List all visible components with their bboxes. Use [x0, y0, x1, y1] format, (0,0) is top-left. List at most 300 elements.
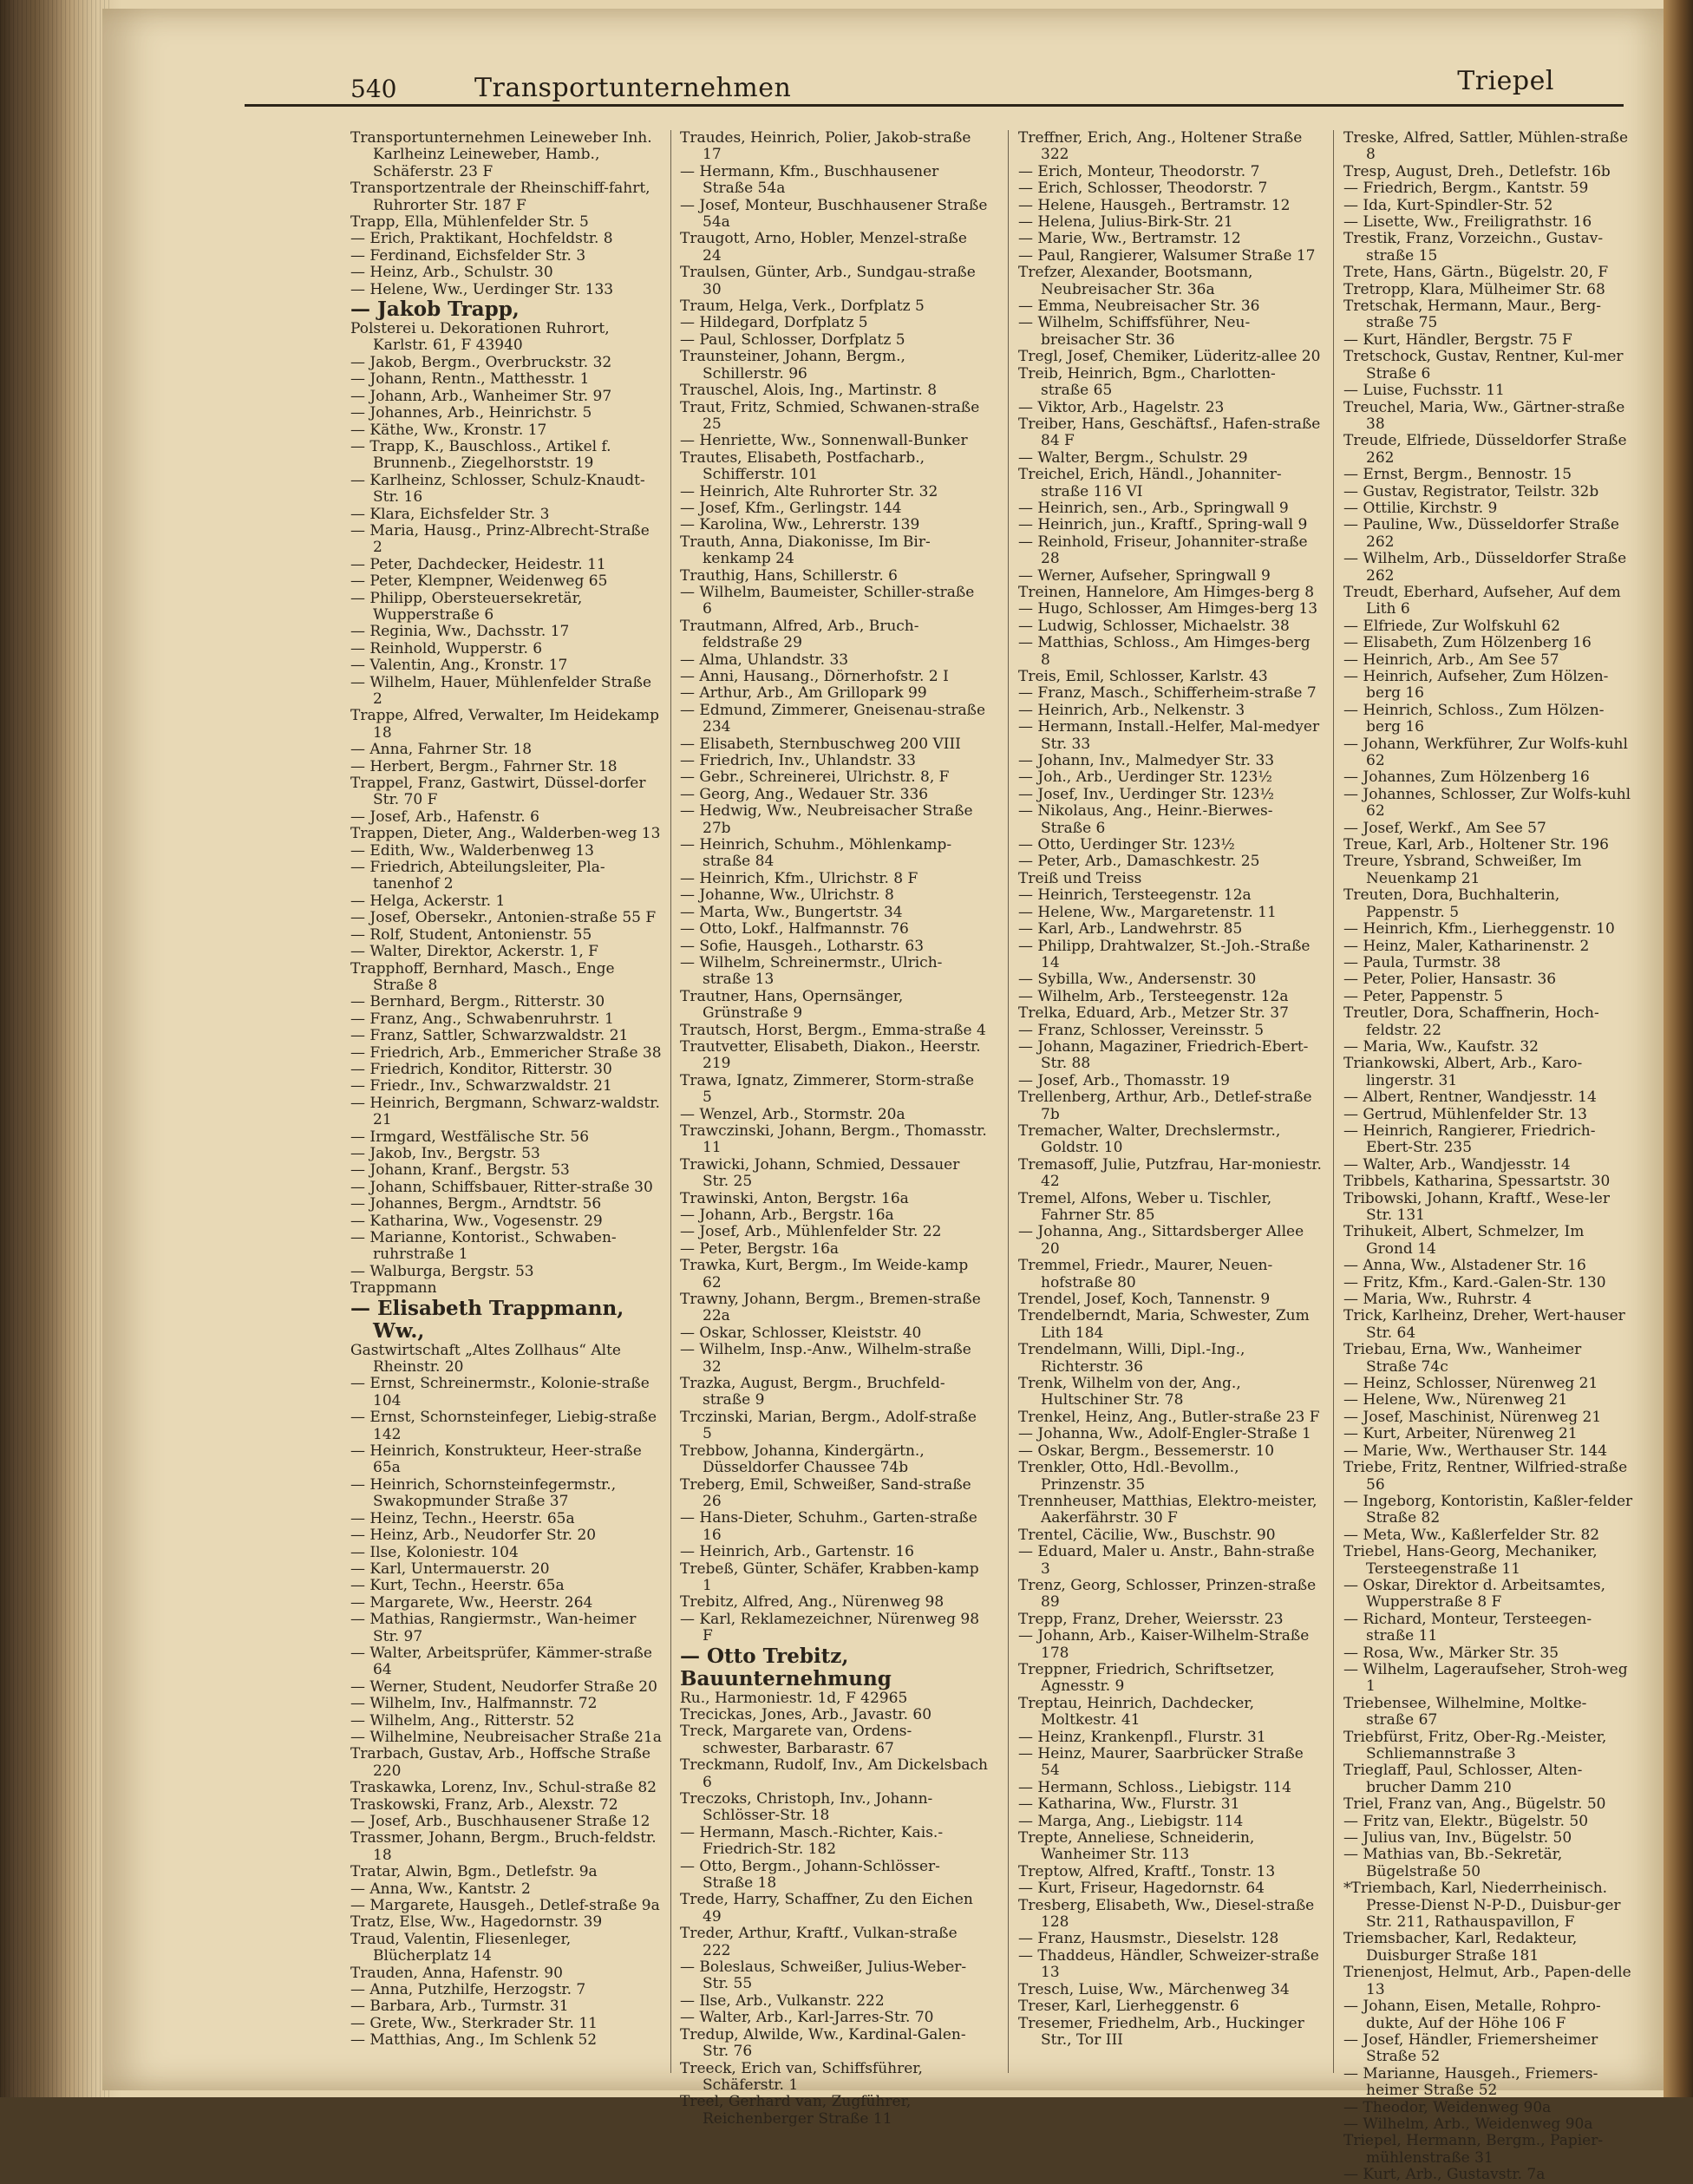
column-3 [1018, 130, 1322, 2073]
directory-entry: — Peter, Polier, Hansastr. 36 [1343, 971, 1557, 989]
directory-entry: — Franz, Ang., Schwabenruhrstr. 1 [350, 1010, 614, 1028]
directory-entry: — Walter, Arb., Wandjesstr. 14 [1343, 1155, 1571, 1174]
directory-entry: — Marta, Ww., Bungertstr. 34 [680, 903, 903, 921]
directory-entry: Triepel, Hermann, Bergm., Papier-mühlenstraße 31 [1343, 2132, 1604, 2167]
directory-entry: — Wilhelm, Baumeister, Schiller-straße 6 [680, 583, 975, 618]
directory-entry: — Reinhold, Friseur, Johanniter-straße 28 [1018, 533, 1308, 568]
directory-entry: — Josef, Arb., Thomasstr. 19 [1018, 1071, 1230, 1089]
directory-entry: — Josef, Monteur, Buschhausener Straße 54a [680, 196, 988, 232]
directory-entry: — Thaddeus, Händler, Schweizer-straße 13 [1018, 1946, 1319, 1982]
directory-entry: Trenkel, Heinz, Ang., Butler-straße 23 F [1018, 1408, 1320, 1426]
directory-entry: Treuchel, Maria, Ww., Gärtner-straße 38 [1343, 398, 1625, 433]
directory-entry: — Valentin, Ang., Kronstr. 17 [350, 657, 568, 675]
directory-entry: — Philipp, Drahtwalzer, St.-Joh.-Straße 14 [1018, 937, 1311, 971]
directory-entry: Treichel, Erich, Händl., Johanniter-straße 116 VI [1018, 466, 1282, 500]
directory-entry: — Erich, Monteur, Theodorstr. 7 [1018, 162, 1260, 180]
directory-entry: Triebensee, Wilhelmine, Moltke-straße 67 [1343, 1694, 1587, 1730]
directory-entry: — Lisette, Ww., Freiligrathstr. 16 [1343, 213, 1592, 232]
directory-entry: — Ilse, Koloniestr. 104 [350, 1543, 519, 1561]
directory-entry: — Josef, Werkf., Am See 57 [1343, 819, 1546, 837]
directory-entry: Trawinski, Anton, Bergstr. 16a [680, 1189, 909, 1207]
directory-entry: — Heinrich, sen., Arb., Springwall 9 [1018, 499, 1289, 517]
directory-entry: — Peter, Pappenstr. 5 [1343, 987, 1504, 1005]
directory-entry: — Rolf, Student, Antonienstr. 55 [350, 925, 592, 944]
directory-entry: Triebau, Erna, Ww., Wanheimer Straße 74c [1343, 1341, 1582, 1376]
directory-entry: — Arthur, Arb., Am Grillopark 99 [680, 684, 927, 703]
directory-entry: — Helena, Julius-Birk-Str. 21 [1018, 213, 1233, 232]
directory-entry: — Josef, Kfm., Gerlingstr. 144 [680, 499, 902, 517]
directory-entry: — Helga, Ackerstr. 1 [350, 892, 506, 910]
directory-entry: — Marianne, Kontorist., Schwaben-ruhrstraße 1 [350, 1229, 617, 1264]
directory-entry: — Heinrich, Schuhm., Möhlenkamp-straße 84 [680, 836, 952, 871]
directory-entry: — Anna, Fahrner Str. 18 [350, 741, 533, 759]
directory-entry: — Johann, Arb., Bergstr. 16a [680, 1206, 894, 1224]
directory-entry: Treberg, Emil, Schweißer, Sand-straße 26 [680, 1475, 971, 1510]
directory-entry: Treeck, Erich van, Schiffsführer, Schäferstr. 1 [680, 2059, 923, 2094]
directory-entry: Trapp, Ella, Mühlenfelder Str. 5 [350, 213, 589, 232]
directory-entry: — Eduard, Maler u. Anstr., Bahn-straße 3 [1018, 1543, 1315, 1578]
directory-entry: Tretschak, Hermann, Maur., Berg-straße 75 [1343, 298, 1602, 332]
directory-entry: — Rosa, Ww., Märker Str. 35 [1343, 1644, 1559, 1662]
directory-entry: Trepp, Franz, Dreher, Weiersstr. 23 [1018, 1610, 1284, 1628]
directory-entry: Triebe, Fritz, Rentner, Wilfried-straße 56 [1343, 1459, 1628, 1494]
directory-entry: — Anna, Ww., Kantstr. 2 [350, 1880, 531, 1898]
directory-entry: — Ernst, Schreinermstr., Kolonie-straße 104 [350, 1375, 650, 1409]
directory-entry: Treutler, Dora, Schaffnerin, Hoch-feldstr. 22 [1343, 1004, 1599, 1039]
directory-entry: — Heinrich, Schloss., Zum Hölzen-berg 16 [1343, 701, 1605, 736]
directory-entry: — Paul, Schlosser, Dorfplatz 5 [680, 330, 905, 349]
column-rule [670, 130, 671, 2073]
directory-entry: Trassmer, Johann, Bergm., Bruch-feldstr. 18 [350, 1829, 657, 1864]
directory-entry: Tresemer, Friedhelm, Arb., Huckinger Str., Tor III [1018, 2014, 1304, 2049]
directory-entry: Treptow, Alfred, Kraftf., Tonstr. 13 [1018, 1862, 1276, 1880]
directory-entry: — Fritz van, Elektr., Bügelstr. 50 [1343, 1812, 1589, 1830]
directory-entry: — Boleslaus, Schweißer, Julius-Weber-Str. 55 [680, 1958, 967, 1993]
directory-entry: Trauden, Anna, Hafenstr. 90 [350, 1964, 563, 1982]
directory-entry: Trappmann [350, 1279, 437, 1298]
directory-entry: — Gebr., Schreinerei, Ulrichstr. 8, F [680, 768, 950, 787]
directory-entry: Tribbels, Katharina, Spessartstr. 30 [1343, 1173, 1611, 1191]
directory-entry: — Barbara, Arb., Turmstr. 31 [350, 1998, 569, 2016]
directory-entry: Traugott, Arno, Hobler, Menzel-straße 24 [680, 230, 967, 265]
directory-entry: — Walburga, Bergstr. 53 [350, 1262, 534, 1280]
directory-entry: Trappen, Dieter, Ang., Walderben-weg 13 [350, 825, 661, 843]
directory-entry: Traunsteiner, Johann, Bergm., Schillerstr. 96 [680, 348, 905, 383]
directory-entry: — Viktor, Arb., Hagelstr. 23 [1018, 398, 1225, 416]
directory-entry: — Katharina, Ww., Vogesenstr. 29 [350, 1212, 603, 1230]
directory-entry: Trellenberg, Arthur, Arb., Detlef-straße 7b [1018, 1089, 1312, 1123]
directory-entry: Trenk, Wilhelm von der, Ang., Hultschiner Str. 78 [1018, 1375, 1241, 1409]
directory-entry: — Mathias, Rangiermstr., Wan-heimer Str. 97 [350, 1611, 637, 1645]
directory-entry: — Emma, Neubreisacher Str. 36 [1018, 298, 1260, 316]
directory-entry: Treudt, Eberhard, Aufseher, Auf dem Lith 6 [1343, 583, 1621, 618]
directory-entry: Traskawka, Lorenz, Inv., Schul-straße 82 [350, 1779, 657, 1797]
directory-entry: — Walter, Direktor, Ackerstr. 1, F [350, 943, 598, 961]
directory-entry: Treser, Karl, Lierheggenstr. 6 [1018, 1998, 1239, 2016]
directory-entry: — Heinrich, Konstrukteur, Heer-straße 65a [350, 1442, 642, 1477]
directory-entry: — Reinhold, Wupperstr. 6 [350, 639, 543, 657]
directory-entry: Treptau, Heinrich, Dachdecker, Moltkestr. 41 [1018, 1694, 1254, 1730]
directory-entry: — Friedrich, Bergm., Kantstr. 59 [1343, 180, 1589, 198]
directory-entry: Treder, Arthur, Kraftf., Vulkan-straße 222 [680, 1925, 958, 1959]
directory-entry: Trienenjost, Helmut, Arb., Papen-delle 13 [1343, 1964, 1631, 1998]
directory-entry: — Irmgard, Westfälische Str. 56 [350, 1128, 590, 1146]
directory-entry: Traud, Valentin, Fliesenleger, Blücherplatz 14 [350, 1930, 572, 1965]
directory-entry: — Josef, Händler, Friemersheimer Straße 52 [1343, 2030, 1598, 2066]
directory-entry: — Karl, Reklamezeichner, Nürenweg 98 F [680, 1610, 980, 1645]
directory-entry: — Wilhelm, Schreinermstr., Ulrich-straße 13 [680, 953, 943, 989]
directory-entry: — Nikolaus, Ang., Heinr.-Bierwes-Straße 6 [1018, 802, 1273, 837]
directory-entry: Treppner, Friedrich, Schriftsetzer, Agnesstr. 9 [1018, 1660, 1275, 1696]
directory-entry: — Kurt, Arb., Gustavstr. 7a [1343, 2166, 1546, 2184]
directory-entry: — Karl, Arb., Landwehrstr. 85 [1018, 920, 1243, 938]
directory-entry: Treel, Gerhard van, Zugführer, Reichenberger Straße 11 [680, 2093, 912, 2128]
directory-entry: — Otto, Uerdinger Str. 123½ [1018, 836, 1235, 854]
directory-entry: — Käthe, Ww., Kronstr. 17 [350, 421, 547, 439]
directory-entry: — Maria, Ww., Ruhrstr. 4 [1343, 1291, 1532, 1309]
directory-entry: — Ernst, Bergm., Bennostr. 15 [1343, 466, 1572, 484]
directory-entry: — Paul, Rangierer, Walsumer Straße 17 [1018, 246, 1316, 265]
directory-entry: — Gertrud, Mühlenfelder Str. 13 [1343, 1105, 1587, 1123]
directory-entry: Trawny, Johann, Bergm., Bremen-straße 22a [680, 1291, 981, 1325]
directory-entry: Traskowski, Franz, Arb., Alexstr. 72 [350, 1795, 618, 1814]
directory-entry: — Franz, Masch., Schifferheim-straße 7 [1018, 684, 1317, 703]
page-number: 540 [350, 75, 397, 103]
directory-entry: Traudes, Heinrich, Polier, Jakob-straße 17 [680, 129, 971, 164]
directory-entry: — Heinrich, Arb., Am See 57 [1343, 651, 1559, 669]
column-rule [1333, 130, 1334, 2073]
directory-entry: Tremmel, Friedr., Maurer, Neuen-hofstraße 80 [1018, 1257, 1273, 1291]
directory-entry: — Hermann, Schloss., Liebigstr. 114 [1018, 1778, 1291, 1796]
directory-entry: Traulsen, Günter, Arb., Sundgau-straße 30 [680, 264, 976, 298]
directory-entry: Trautner, Hans, Opernsänger, Grünstraße 9 [680, 987, 904, 1023]
directory-entry: — Richard, Monteur, Tersteegen-straße 11 [1343, 1610, 1592, 1645]
directory-entry: — Heinrich, Schornsteinfegermstr., Swakopmunder Straße 37 [350, 1475, 617, 1511]
directory-entry: — Karolina, Ww., Lehrerstr. 139 [680, 516, 920, 534]
directory-entry: — Helene, Ww., Uerdinger Str. 133 [350, 280, 614, 298]
directory-entry: — Trapp, K., Bauschloss., Artikel f. Brunnenb., Ziegelhorststr. 19 [350, 437, 611, 473]
directory-entry: — Otto Trebitz, [680, 1644, 849, 1668]
directory-entry: — Philipp, Obersteuersekretär, Wupperstraße 6 [350, 589, 583, 624]
directory-entry: Ru., Harmoniestr. 1d, F 42965 [680, 1689, 908, 1707]
directory-entry: — Maria, Ww., Kaufstr. 32 [1343, 1037, 1539, 1056]
directory-entry: — Mathias van, Bb.-Sekretär, Bügelstraße 50 [1343, 1846, 1563, 1880]
directory-entry: — Johann, Arb., Wanheimer Str. 97 [350, 387, 612, 405]
directory-entry: — Heinrich, Alte Ruhrorter Str. 32 [680, 482, 938, 500]
directory-entry: — Wilhelm, Insp.-Anw., Wilhelm-straße 32 [680, 1341, 971, 1376]
directory-entry: — Friedrich, Abteilungsleiter, Pla-tanenhof 2 [350, 859, 605, 893]
directory-entry: — Wilhelm, Ang., Ritterstr. 52 [350, 1711, 575, 1730]
directory-entry: — Wilhelm, Schiffsführer, Neu-breisacher Str. 36 [1018, 314, 1251, 349]
column-4 [1343, 129, 1634, 2184]
directory-entry: — Anni, Hausang., Dörnerhofstr. 2 I [680, 668, 949, 685]
directory-entry: — Margarete, Ww., Heerstr. 264 [350, 1593, 593, 1612]
directory-entry: Tretschock, Gustav, Rentner, Kul-mer Straße 6 [1343, 348, 1624, 383]
directory-entry: — Bernhard, Bergm., Ritterstr. 30 [350, 993, 605, 1011]
page-stack-edge [0, 0, 113, 2097]
directory-entry: — Wilhelm, Hauer, Mühlenfelder Straße 2 [350, 673, 652, 708]
directory-entry: Triemsbacher, Karl, Redakteur, Duisburger Straße 181 [1343, 1930, 1578, 1965]
directory-entry: — Karlheinz, Schlosser, Schulz-Knaudt-Str. 16 [350, 471, 645, 507]
directory-entry: — Peter, Bergstr. 16a [680, 1239, 840, 1258]
directory-entry: Tratz, Else, Ww., Hagedornstr. 39 [350, 1913, 603, 1932]
directory-entry: — Josef, Inv., Uerdinger Str. 123½ [1018, 785, 1274, 803]
directory-entry: — Kurt, Händler, Bergstr. 75 F [1343, 330, 1572, 349]
column-2 [680, 129, 988, 2128]
directory-entry: — Heinrich, Bergmann, Schwarz-waldstr. 21 [350, 1094, 660, 1129]
directory-entry: — Johann, Magaziner, Friedrich-Ebert-Str. 88 [1018, 1037, 1309, 1073]
running-title: Transportunternehmen [474, 73, 792, 103]
directory-entry: — Friedrich, Arb., Emmericher Straße 38 [350, 1043, 662, 1062]
directory-entry: — Ilse, Arb., Vulkanstr. 222 [680, 1991, 885, 2010]
directory-entry: Trepte, Anneliese, Schneiderin, Wanheimer Str. 113 [1018, 1829, 1255, 1864]
directory-entry: — Friedrich, Inv., Uhlandstr. 33 [680, 752, 916, 770]
directory-entry: Trappe, Alfred, Verwalter, Im Heidekamp 18 [350, 707, 660, 742]
directory-entry: — Johann, Kranf., Bergstr. 53 [350, 1161, 570, 1180]
directory-entry: Triebel, Hans-Georg, Mechaniker, Tersteegenstraße 11 [1343, 1543, 1598, 1578]
directory-entry: — Oskar, Direktor d. Arbeitsamtes, Wupperstraße 8 F [1343, 1576, 1606, 1612]
directory-entry: — Johannes, Zum Hölzenberg 16 [1343, 768, 1590, 787]
directory-entry: — Herbert, Bergm., Fahrner Str. 18 [350, 757, 618, 775]
directory-entry: — Josef, Arb., Hafenstr. 6 [350, 808, 539, 826]
directory-entry: Traum, Helga, Verk., Dorfplatz 5 [680, 298, 925, 316]
directory-entry: Trauthig, Hans, Schillerstr. 6 [680, 566, 898, 585]
directory-entry: — Ludwig, Schlosser, Michaelstr. 38 [1018, 617, 1290, 635]
directory-entry: — Friedr., Inv., Schwarzwaldstr. 21 [350, 1077, 612, 1095]
directory-entry: — Heinz, Krankenpfl., Flurstr. 31 [1018, 1728, 1266, 1746]
directory-entry: — Johann, Rentn., Matthesstr. 1 [350, 370, 590, 389]
directory-entry: — Jakob, Inv., Bergstr. 53 [350, 1144, 540, 1162]
directory-entry: — Heinrich, Aufseher, Zum Hölzen-berg 16 [1343, 668, 1609, 703]
directory-entry: Treck, Margarete van, Ordens-schwester, Barbarastr. 67 [680, 1723, 912, 1757]
directory-entry: — Matthias, Schloss., Am Himges-berg 8 [1018, 634, 1311, 669]
directory-entry: Treiß und Treiss [1018, 869, 1142, 887]
directory-entry: — Ida, Kurt-Spindler-Str. 52 [1343, 196, 1553, 214]
directory-entry: Trautsch, Horst, Bergm., Emma-straße 4 [680, 1021, 986, 1039]
directory-entry: Trennheuser, Matthias, Elektro-meister, Aakerfährstr. 30 F [1018, 1492, 1317, 1527]
directory-entry: — Marie, Ww., Werthauser Str. 144 [1343, 1442, 1608, 1460]
directory-entry: Trenz, Georg, Schlosser, Prinzen-straße 89 [1018, 1576, 1317, 1612]
directory-entry: Trestik, Franz, Vorzeichn., Gustav-straße 15 [1343, 230, 1604, 265]
directory-entry: — Johanna, Ang., Sittardsberger Allee 20 [1018, 1223, 1304, 1258]
directory-entry: — Ernst, Schornsteinfeger, Liebig-straße 142 [350, 1409, 657, 1443]
directory-entry: Trentel, Cäcilie, Ww., Buschstr. 90 [1018, 1526, 1276, 1544]
directory-entry: Trebitz, Alfred, Ang., Nürenweg 98 [680, 1593, 945, 1612]
directory-entry: Bauunternehmung [680, 1666, 892, 1690]
directory-entry: Tregl, Josef, Chemiker, Lüderitz-allee 20 [1018, 348, 1321, 366]
directory-entry: — Jakob Trapp, [350, 298, 520, 322]
directory-entry: — Helene, Ww., Nürenweg 21 [1343, 1391, 1568, 1409]
directory-entry: — Jakob, Bergm., Overbruckstr. 32 [350, 353, 612, 371]
directory-entry: Triebfürst, Fritz, Ober-Rg.-Meister, Schliemannstraße 3 [1343, 1728, 1607, 1762]
directory-entry: Trawa, Ignatz, Zimmerer, Storm-straße 5 [680, 1071, 975, 1107]
directory-entry: Trappel, Franz, Gastwirt, Düssel-dorfer Str. 70 F [350, 775, 646, 809]
directory-entry: — Johann, Arb., Kaiser-Wilhelm-Straße 178 [1018, 1627, 1310, 1662]
directory-entry: — Johann, Schiffsbauer, Ritter-straße 30 [350, 1178, 653, 1196]
directory-entry: — Hermann, Masch.-Richter, Kais.-Friedrich-Str. 182 [680, 1823, 944, 1859]
directory-entry: Trarbach, Gustav, Arb., Hoffsche Straße 220 [350, 1745, 651, 1780]
directory-entry: — Hugo, Schlosser, Am Himges-berg 13 [1018, 600, 1318, 618]
directory-entry: Treib, Heinrich, Bgm., Charlotten-straße 65 [1018, 364, 1276, 400]
directory-entry: — Matthias, Ang., Im Schlenk 52 [350, 2031, 598, 2050]
directory-entry: — Gustav, Registrator, Teilstr. 32b [1343, 482, 1599, 500]
directory-entry: — Heinz, Schlosser, Nürenweg 21 [1343, 1375, 1598, 1393]
directory-entry: — Wilhelm, Arb., Düsseldorfer Straße 262 [1343, 550, 1627, 585]
directory-entry: — Julius van, Inv., Bügelstr. 50 [1343, 1829, 1572, 1847]
directory-entry: — Friedrich, Konditor, Ritterstr. 30 [350, 1060, 612, 1078]
directory-entry: — Elisabeth, Sternbuschweg 200 VIII [680, 735, 961, 753]
directory-entry: — Marga, Ang., Liebigstr. 114 [1018, 1812, 1244, 1830]
directory-entry: Trazka, August, Bergm., Bruchfeld-straße 9 [680, 1375, 945, 1409]
directory-entry: Triel, Franz van, Ang., Bügelstr. 50 [1343, 1795, 1606, 1814]
directory-entry: — Josef, Obersekr., Antonien-straße 55 F [350, 909, 657, 927]
directory-entry: Treue, Karl, Arb., Holtener Str. 196 [1343, 836, 1609, 854]
directory-entry: — Maria, Hausg., Prinz-Albrecht-Straße 2 [350, 521, 650, 557]
directory-entry: — Josef, Maschinist, Nürenweg 21 [1343, 1408, 1602, 1426]
directory-entry: Gastwirtschaft „Altes Zollhaus“ Alte Rheinstr. 20 [350, 1341, 621, 1376]
directory-entry: Trick, Karlheinz, Dreher, Wert-hauser Str. 64 [1343, 1307, 1625, 1342]
directory-entry: — Helene, Hausgeh., Bertramstr. 12 [1018, 196, 1291, 214]
book-right-edge [1664, 0, 1693, 2097]
directory-entry: — Wilhelmine, Neubreisacher Straße 21a [350, 1728, 662, 1746]
directory-entry: — Wilhelm, Lageraufseher, Stroh-weg 1 [1343, 1660, 1628, 1696]
directory-entry: Tredup, Alwilde, Ww., Kardinal-Galen-Str. 76 [680, 2025, 966, 2061]
directory-entry: — Johannes, Bergm., Arndtstr. 56 [350, 1195, 602, 1213]
column-rule [1008, 130, 1009, 2073]
directory-entry: Trendelmann, Willi, Dipl.-Ing., Richterstr. 36 [1018, 1341, 1245, 1376]
directory-entry: — Albert, Rentner, Wandjesstr. 14 [1343, 1089, 1597, 1107]
directory-entry: — Heinrich, Arb., Nelkenstr. 3 [1018, 701, 1245, 719]
directory-entry: — Hildegard, Dorfplatz 5 [680, 314, 868, 332]
directory-entry: — Heinz, Maler, Katharinenstr. 2 [1343, 937, 1590, 955]
directory-entry: Trieglaff, Paul, Schlosser, Alten-brucher Damm 210 [1343, 1762, 1583, 1796]
directory-entry: Treske, Alfred, Sattler, Mühlen-straße 8 [1343, 129, 1629, 164]
directory-entry: Trendel, Josef, Koch, Tannenstr. 9 [1018, 1291, 1271, 1309]
directory-entry: — Sybilla, Ww., Andersenstr. 30 [1018, 971, 1257, 989]
directory-entry: — Alma, Uhlandstr. 33 [680, 651, 849, 669]
directory-entry: Trebbow, Johanna, Kindergärtn., Düsseldorfer Chaussee 74b [680, 1442, 925, 1477]
directory-entry: — Pauline, Ww., Düsseldorfer Straße 262 [1343, 516, 1619, 551]
directory-entry: — Ferdinand, Eichsfelder Str. 3 [350, 246, 586, 265]
directory-entry: — Sofie, Hausgeh., Lotharstr. 63 [680, 937, 925, 955]
directory-entry: — Edith, Ww., Walderbenweg 13 [350, 841, 594, 860]
directory-entry: Tremel, Alfons, Weber u. Tischler, Fahrner Str. 85 [1018, 1189, 1272, 1224]
directory-entry: Trihukeit, Albert, Schmelzer, Im Grond 14 [1343, 1223, 1585, 1258]
directory-entry: — Wilhelm, Arb., Tersteegenstr. 12a [1018, 987, 1289, 1005]
directory-entry: — Johanna, Ww., Adolf-Engler-Straße 1 [1018, 1425, 1311, 1443]
directory-entry: — Edmund, Zimmerer, Gneisenau-straße 234 [680, 701, 986, 736]
directory-entry: — Walter, Bergm., Schulstr. 29 [1018, 448, 1248, 467]
directory-entry: — Elfriede, Zur Wolfskuhl 62 [1343, 617, 1560, 635]
page-header [245, 66, 1624, 107]
directory-entry: — Werner, Aufseher, Springwall 9 [1018, 566, 1271, 585]
directory-entry: — Heinrich, Kfm., Lierheggenstr. 10 [1343, 920, 1615, 938]
directory-entry: — Josef, Arb., Mühlenfelder Str. 22 [680, 1223, 942, 1241]
column-1 [350, 130, 663, 2073]
directory-entry: — Georg, Ang., Wedauer Str. 336 [680, 785, 929, 803]
directory-entry: Treffner, Erich, Ang., Holtener Straße 322 [1018, 129, 1303, 164]
directory-entry: — Marie, Ww., Bertramstr. 12 [1018, 230, 1241, 248]
directory-entry: Trelka, Eduard, Arb., Metzer Str. 37 [1018, 1004, 1289, 1023]
directory-entry: Polsterei u. Dekorationen Ruhrort, Karlstr. 61, F 43940 [350, 320, 610, 355]
directory-entry: — Meta, Ww., Kaßlerfelder Str. 82 [1343, 1526, 1600, 1544]
directory-entry: — Heinz, Techn., Heerstr. 65a [350, 1509, 575, 1527]
directory-entry: Trawczinski, Johann, Bergm., Thomasstr. 11 [680, 1121, 987, 1157]
directory-entry: — Werner, Student, Neudorfer Straße 20 [350, 1677, 657, 1696]
directory-entry: — Johann, Werkführer, Zur Wolfs-kuhl 62 [1343, 735, 1628, 770]
directory-entry: — Kurt, Arbeiter, Nürenweg 21 [1343, 1425, 1578, 1443]
directory-entry: — Hermann, Kfm., Buschhausener Straße 54a [680, 162, 939, 198]
directory-entry: Treczoks, Christoph, Inv., Johann-Schlösser-Str. 18 [680, 1790, 933, 1825]
directory-entry: — Fritz, Kfm., Kard.-Galen-Str. 130 [1343, 1273, 1606, 1291]
directory-entry: Trautmann, Alfred, Arb., Bruch-feldstraße 29 [680, 617, 919, 652]
directory-entry: Trenkler, Otto, Hdl.-Bevollm., Prinzenstr. 35 [1018, 1459, 1239, 1494]
running-head-right: Triepel [1457, 66, 1554, 96]
directory-entry: Tresp, August, Dreh., Detlefstr. 16b [1343, 162, 1611, 180]
directory-entry: — Hedwig, Ww., Neubreisacher Straße 27b [680, 802, 973, 837]
directory-entry: — Josef, Arb., Buschhausener Straße 12 [350, 1813, 650, 1830]
directory-entry: Trautes, Elisabeth, Postfacharb., Schifferstr. 101 [680, 448, 925, 484]
directory-entry: — Theodor, Weidenweg 90a [1343, 2098, 1552, 2116]
directory-entry: — Heinz, Arb., Schulstr. 30 [350, 264, 553, 282]
directory-entry: — Hermann, Install.-Helfer, Mal-medyer Str. 33 [1018, 718, 1320, 753]
directory-entry: — Joh., Arb., Uerdinger Str. 123½ [1018, 768, 1272, 787]
directory-entry: Tratar, Alwin, Bgm., Detlefstr. 9a [350, 1863, 598, 1881]
directory-entry: Tremasoff, Julie, Putzfrau, Har-moniestr. 42 [1018, 1155, 1322, 1191]
directory-entry: — Margarete, Hausgeh., Detlef-straße 9a [350, 1897, 660, 1915]
directory-entry: — Ingeborg, Kontoristin, Kaßler-felder Straße 82 [1343, 1492, 1633, 1527]
directory-entry: — Oskar, Schlosser, Kleiststr. 40 [680, 1324, 922, 1342]
directory-entry: — Heinrich, Arb., Gartenstr. 16 [680, 1543, 914, 1561]
directory-entry: — Heinrich, Tersteegenstr. 12a [1018, 886, 1252, 905]
directory-entry: — Hans-Dieter, Schuhm., Garten-straße 16 [680, 1509, 977, 1544]
directory-entry: — Klara, Eichsfelder Str. 3 [350, 505, 550, 523]
directory-entry: — Ottilie, Kirchstr. 9 [1343, 499, 1498, 517]
directory-entry: Treude, Elfriede, Düsseldorfer Straße 262 [1343, 432, 1627, 467]
directory-entry: Tretropp, Klara, Mülheimer Str. 68 [1343, 280, 1605, 298]
directory-entry: — Helene, Ww., Margaretenstr. 11 [1018, 903, 1277, 921]
directory-entry: Treis, Emil, Schlosser, Karlstr. 43 [1018, 668, 1268, 685]
directory-entry: Transportunternehmen Leineweber Inh. Karlheinz Leineweber, Hamb., Schäferstr. 23 F [350, 129, 652, 180]
directory-entry: — Heinrich, jun., Kraftf., Spring-wall 9 [1018, 516, 1308, 534]
directory-entry: — Paula, Turmstr. 38 [1343, 953, 1501, 971]
directory-entry: — Otto, Lokf., Halfmannstr. 76 [680, 920, 909, 938]
directory-entry: Tresch, Luise, Ww., Märchenweg 34 [1018, 1980, 1290, 1998]
directory-entry: — Wilhelm, Arb., Weidenweg 90a [1343, 2115, 1593, 2133]
directory-entry: — Franz, Hausmstr., Dieselstr. 128 [1018, 1930, 1279, 1948]
directory-entry: — Reginia, Ww., Dachsstr. 17 [350, 623, 570, 641]
directory-entry: *Triembach, Karl, Niederrheinisch. Presse-Dienst N-P-D., Duisbur-ger Str. 211, Rathauspavillon, F [1343, 1880, 1621, 1932]
directory-entry: — Heinrich, Kfm., Ulrichstr. 8 F [680, 869, 918, 887]
directory-entry: — Franz, Sattler, Schwarzwaldstr. 21 [350, 1027, 629, 1045]
directory-entry: Trapphoff, Bernhard, Masch., Enge Straße 8 [350, 959, 615, 994]
directory-entry: — Grete, Ww., Sterkrader Str. 11 [350, 2014, 598, 2032]
directory-entry: — Otto, Bergm., Johann-Schlösser-Straße 18 [680, 1857, 940, 1893]
directory-entry: — Anna, Ww., Alstadener Str. 16 [1343, 1257, 1586, 1275]
directory-entry: — Karl, Untermauerstr. 20 [350, 1560, 550, 1578]
directory-entry: — Johanne, Ww., Ulrichstr. 8 [680, 886, 894, 905]
directory-entry: Treckmann, Rudolf, Inv., Am Dickelsbach 6 [680, 1756, 988, 1791]
directory-entry: — Johann, Inv., Malmedyer Str. 33 [1018, 752, 1275, 770]
directory-entry: — Luise, Fuchsstr. 11 [1343, 382, 1505, 400]
directory-entry: Trede, Harry, Schaffner, Zu den Eichen 49 [680, 1891, 973, 1926]
directory-entry: Treiber, Hans, Geschäftsf., Hafen-straße 84 F [1018, 415, 1321, 450]
directory-entry: Tremacher, Walter, Drechslermstr., Goldstr. 10 [1018, 1121, 1281, 1157]
directory-entry: Trczinski, Marian, Bergm., Adolf-straße 5 [680, 1408, 977, 1443]
directory-entry: Treure, Ysbrand, Schweißer, Im Neuenkamp 21 [1343, 853, 1582, 887]
directory-entry: — Elisabeth Trappmann, Ww., [350, 1296, 624, 1343]
directory-entry: — Walter, Arbeitsprüfer, Kämmer-straße 64 [350, 1644, 652, 1679]
